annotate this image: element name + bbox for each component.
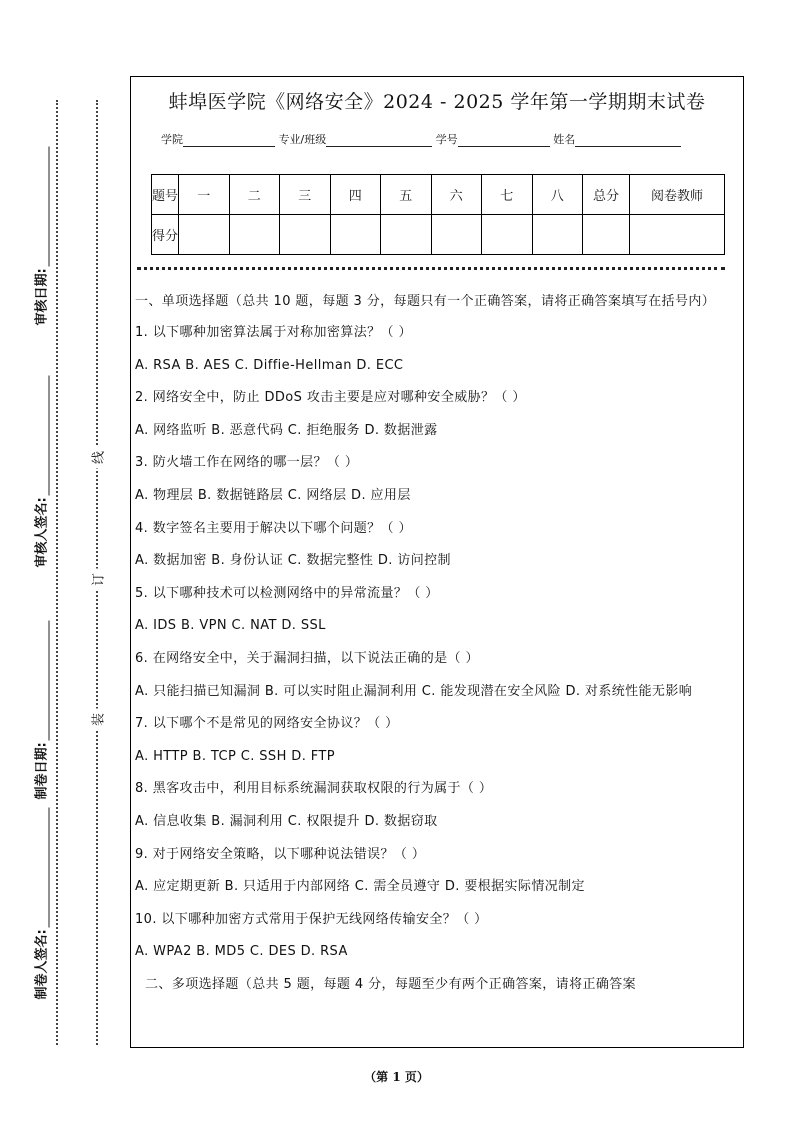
dotted-separator bbox=[137, 267, 725, 270]
question-text: 4. 数字签名主要用于解决以下哪个问题？（ ） bbox=[135, 520, 412, 536]
question-text: 6. 在网络安全中，关于漏洞扫描，以下说法正确的是（ ） bbox=[135, 650, 479, 666]
page-number: （第 1 页） bbox=[364, 1070, 429, 1084]
question-options: A. IDS B. VPN C. NAT D. SSL bbox=[135, 618, 326, 634]
question-options: A. 应定期更新 B. 只适用于内部网络 C. 需全员遵守 D. 要根据实际情况制定 bbox=[135, 879, 585, 895]
question-text: 7. 以下哪个不是常见的网络安全协议？（ ） bbox=[135, 716, 399, 732]
question-options: A. WPA2 B. MD5 C. DES D. RSA bbox=[135, 944, 348, 960]
binding-char-staple: 订 bbox=[88, 569, 107, 591]
question-content bbox=[135, 291, 741, 995]
score-header-cell: 阅卷教师 bbox=[630, 175, 725, 215]
score-cell[interactable] bbox=[532, 215, 583, 255]
question-options: A. 只能扫描已知漏洞 B. 可以实时阻止漏洞利用 C. 能发现潜在安全风险 D. 对系统性能无影响 bbox=[135, 683, 693, 699]
score-cell[interactable] bbox=[431, 215, 482, 255]
maker-sign-field: 制卷人签名: bbox=[31, 820, 50, 1000]
score-header-cell: 二 bbox=[229, 175, 280, 215]
binding-char-line: 线 bbox=[88, 447, 107, 469]
reviewer-sign-field: 审核人签名: bbox=[31, 388, 50, 568]
maker-date-field: 制卷日期: bbox=[31, 620, 50, 800]
student-info-row bbox=[161, 131, 681, 147]
score-header-cell: 一 bbox=[179, 175, 230, 215]
score-cell[interactable] bbox=[630, 215, 725, 255]
reviewer-date-field: 审核日期: bbox=[31, 146, 50, 326]
question-text: 5. 以下哪种技术可以检测网络中的异常流量？（ ） bbox=[135, 585, 439, 601]
question-text: 9. 对于网络安全策略，以下哪种说法错误？（ ） bbox=[135, 846, 426, 862]
question-options: A. 物理层 B. 数据链路层 C. 网络层 D. 应用层 bbox=[135, 487, 411, 503]
question-text: 1. 以下哪种加密算法属于对称加密算法？（ ） bbox=[135, 325, 412, 340]
name-field[interactable] bbox=[575, 134, 681, 147]
college-field[interactable] bbox=[183, 134, 275, 147]
score-row-label: 得分 bbox=[152, 215, 179, 255]
exam-frame bbox=[130, 76, 744, 1048]
college-label: 学院 bbox=[161, 133, 183, 146]
score-header-cell: 题号 bbox=[152, 175, 179, 215]
score-cell[interactable] bbox=[482, 215, 533, 255]
score-header-cell: 五 bbox=[381, 175, 432, 215]
student-id-field[interactable] bbox=[458, 134, 550, 147]
score-header-cell: 三 bbox=[280, 175, 331, 215]
student-id-label: 学号 bbox=[435, 133, 458, 146]
score-header-cell: 六 bbox=[431, 175, 482, 215]
binding-char-bind: 装 bbox=[88, 709, 107, 731]
score-cell[interactable] bbox=[381, 215, 432, 255]
question-text: 10. 以下哪种加密方式常用于保护无线网络传输安全？（ ） bbox=[135, 911, 488, 927]
score-cell[interactable] bbox=[280, 215, 331, 255]
section-heading-single-choice: 一、单项选择题（总共 10 题，每题 3 分，每题只有一个正确答案，请将正确答案填写在括号内） bbox=[135, 294, 716, 309]
question-text: 8. 黑客攻击中，利用目标系统漏洞获取权限的行为属于（ ） bbox=[135, 781, 493, 797]
score-cell[interactable] bbox=[179, 215, 230, 255]
name-label: 姓名 bbox=[553, 133, 576, 146]
question-text: 3. 防火墙工作在网络的哪一层？（ ） bbox=[135, 455, 359, 471]
score-header-cell: 总分 bbox=[583, 175, 630, 215]
major-class-field[interactable] bbox=[326, 134, 432, 147]
score-header-cell: 七 bbox=[482, 175, 533, 215]
score-header-cell: 八 bbox=[532, 175, 583, 215]
question-options: A. 信息收集 B. 漏洞利用 C. 权限提升 D. 数据窃取 bbox=[135, 813, 438, 829]
score-header-cell: 四 bbox=[330, 175, 381, 215]
question-options: A. RSA B. AES C. Diffie-Hellman D. ECC bbox=[135, 357, 404, 373]
left-dotted-line bbox=[56, 100, 58, 1045]
question-text: 2. 网络安全中，防止 DDoS 攻击主要是应对哪种安全威胁？（ ） bbox=[135, 390, 526, 406]
score-cell[interactable] bbox=[583, 215, 630, 255]
score-table bbox=[151, 174, 725, 255]
score-cell[interactable] bbox=[229, 215, 280, 255]
score-cell[interactable] bbox=[330, 215, 381, 255]
score-table-header-row bbox=[152, 175, 725, 215]
question-options: A. 数据加密 B. 身份认证 C. 数据完整性 D. 访问控制 bbox=[135, 553, 451, 569]
major-class-label: 专业/班级 bbox=[278, 133, 327, 146]
section-heading-multi-choice: 二、多项选择题（总共 5 题，每题 4 分，每题至少有两个正确答案，请将正确答案 bbox=[145, 976, 637, 992]
question-options: A. 网络监听 B. 恶意代码 C. 拒绝服务 D. 数据泄露 bbox=[135, 422, 438, 438]
exam-title: 蚌埠医学院《网络安全》2024 - 2025 学年第一学期期末试卷 bbox=[168, 91, 706, 113]
question-options: A. HTTP B. TCP C. SSH D. FTP bbox=[135, 748, 335, 764]
score-table-score-row bbox=[152, 215, 725, 255]
